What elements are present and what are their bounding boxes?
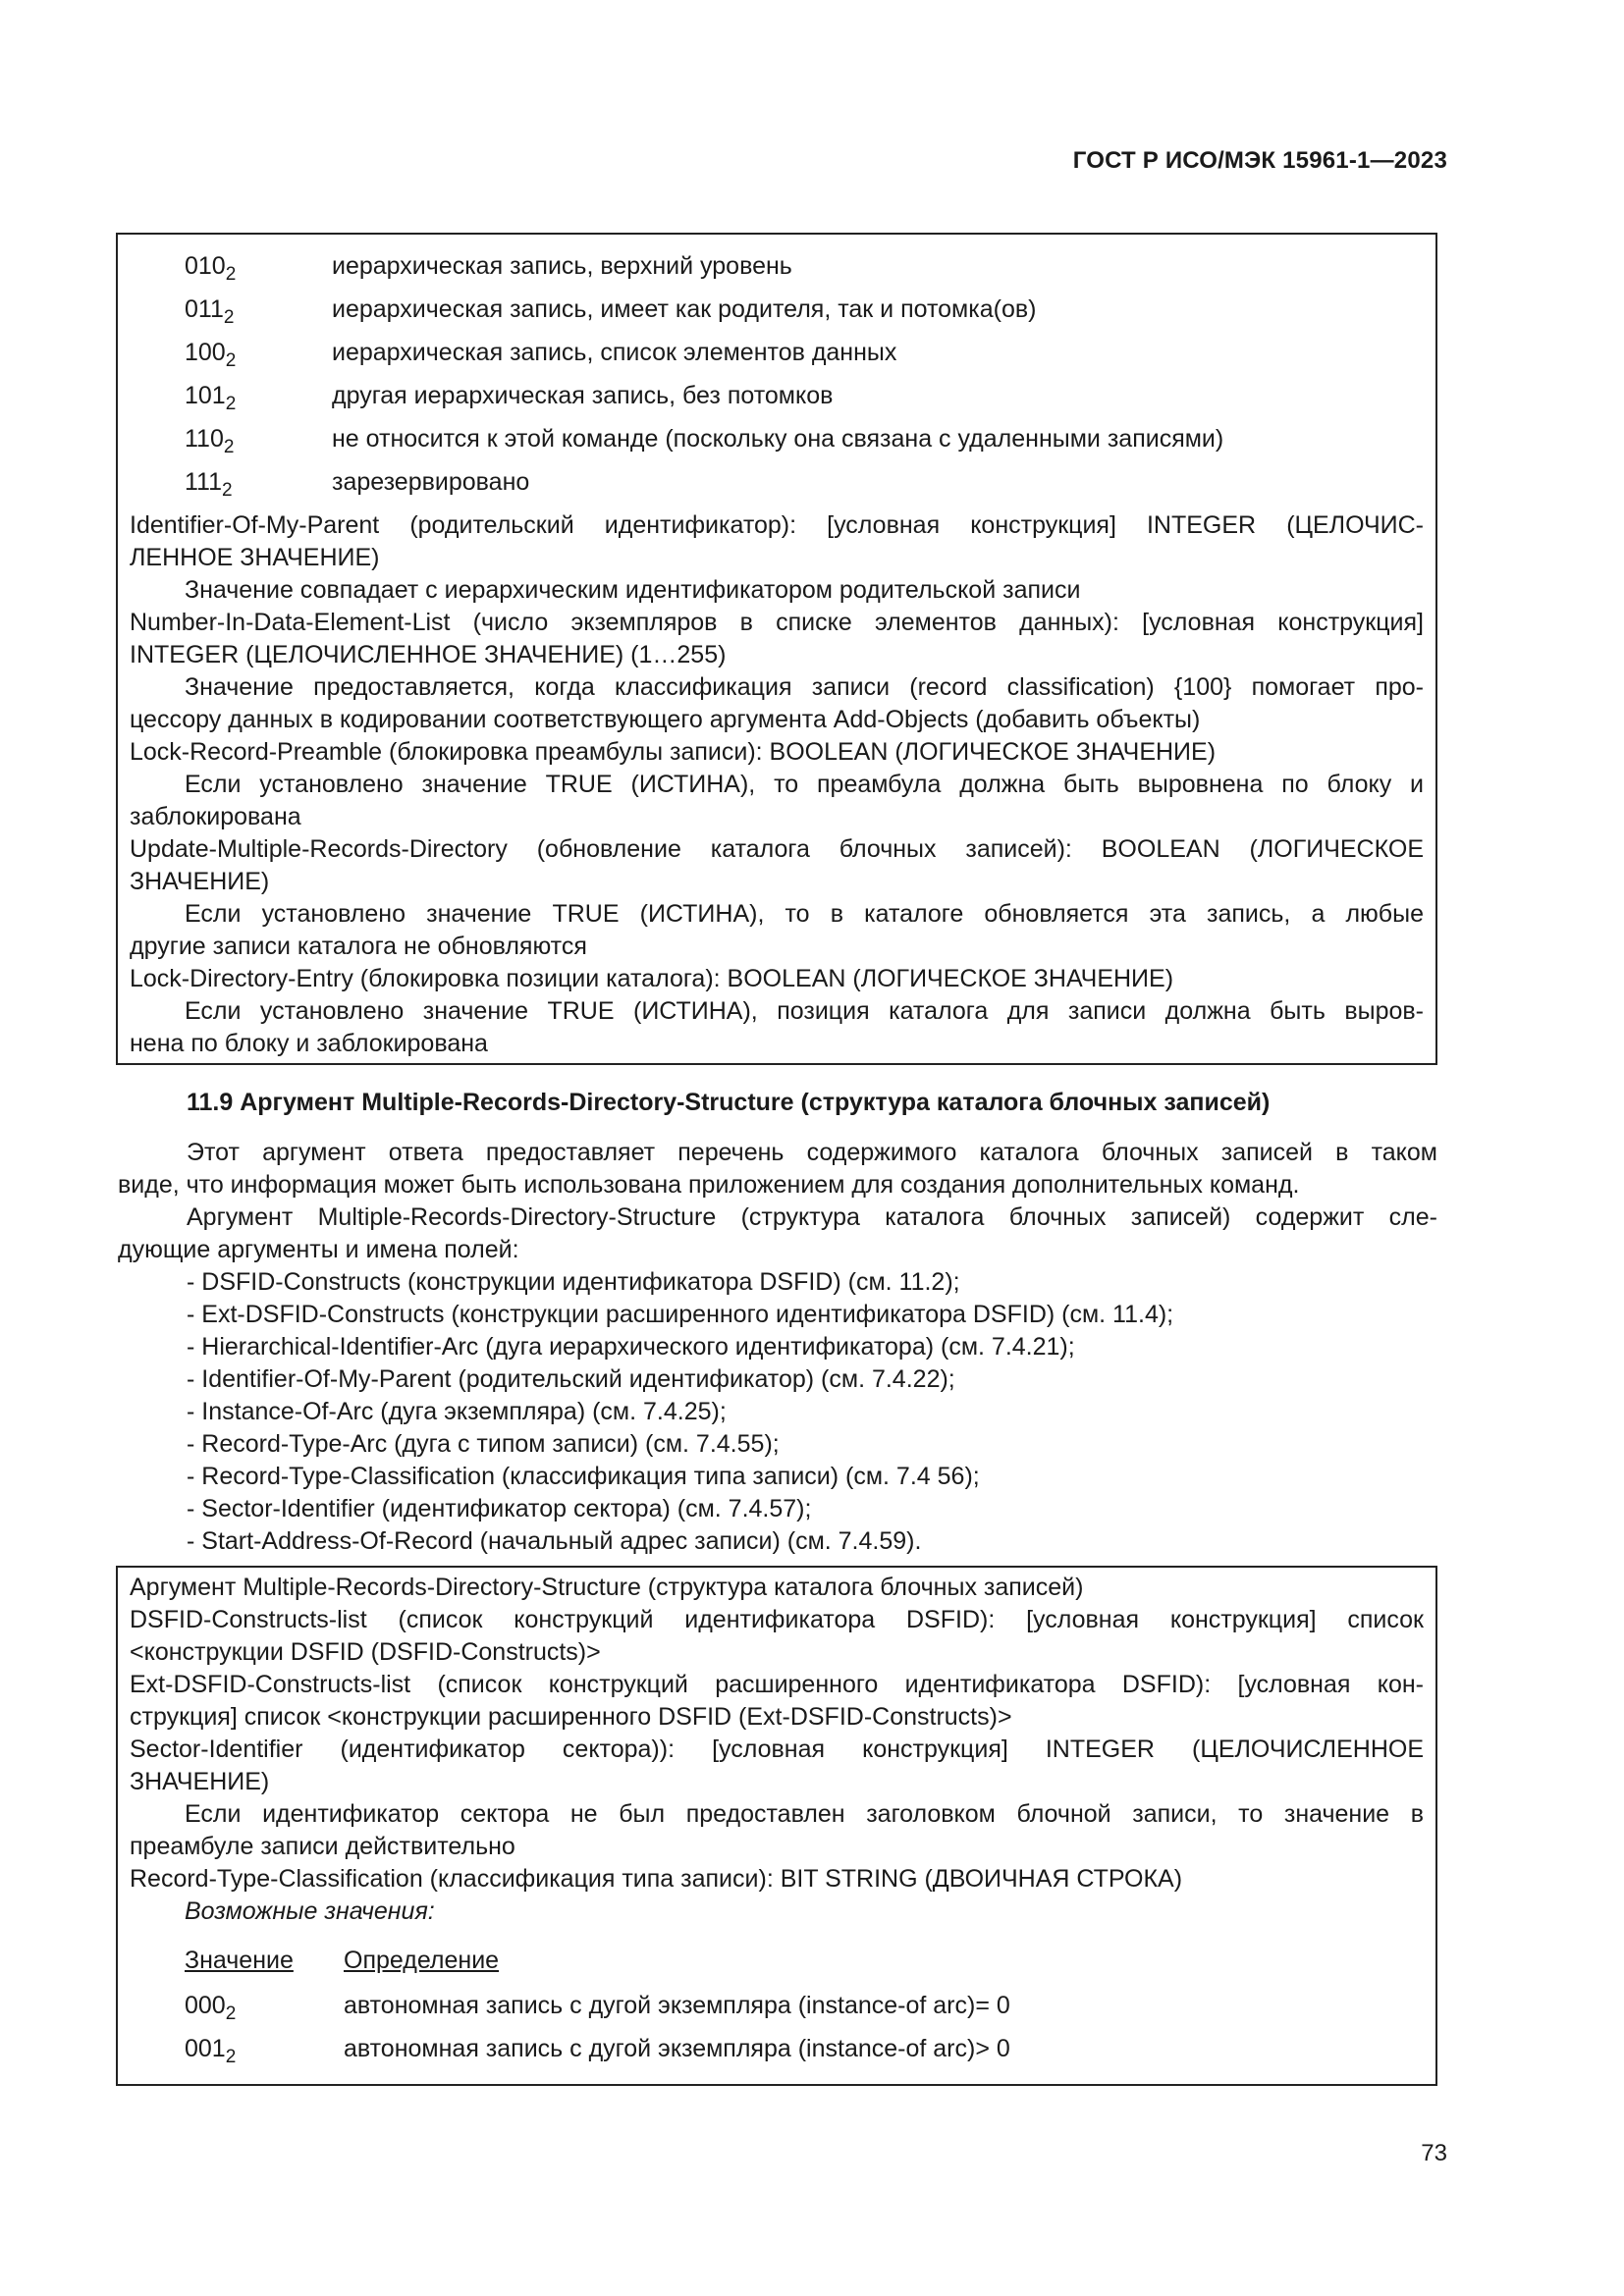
- box-text-line: нена по блоку и заблокирована: [130, 1030, 488, 1057]
- paragraph-line: дующие аргументы и имена полей:: [118, 1236, 519, 1263]
- box-text-line: Record-Type-Classification (классификация типа записи): BIT STRING (ДВОИЧНАЯ СТРОКА): [130, 1865, 1183, 1893]
- box-text-line: Ext-DSFID-Constructs-list (список конструкций расширенного идентификатора DSFID): [условная кон-: [130, 1671, 1424, 1698]
- box-text-line: ЗНАЧЕНИЕ): [130, 1768, 270, 1795]
- code-value: $111_2$: [185, 468, 233, 501]
- box-text-line: преамбуле записи действительно: [130, 1833, 515, 1860]
- column-header-definition: Определение: [344, 1947, 500, 1974]
- paragraph-line: Этот аргумент ответа предоставляет перечень содержимого каталога блочных записей в таком: [187, 1139, 1437, 1166]
- box-text-line: Возможные значения:: [185, 1897, 435, 1925]
- column-header-value: Значение: [185, 1947, 294, 1974]
- list-item: - Record-Type-Classification (классификация типа записи) (см. 7.4 56);: [187, 1463, 980, 1490]
- list-item: - Ext-DSFID-Constructs (конструкции расширенного идентификатора DSFID) (см. 11.4);: [187, 1301, 1174, 1328]
- box-text-line: Если идентификатор сектора не был предоставлен заголовком блочной записи, то значение в: [185, 1800, 1424, 1828]
- code-description: другая иерархическая запись, без потомков: [332, 382, 834, 409]
- code-value: $010_2$: [185, 252, 237, 285]
- box-text-line: струкция] список <конструкции расширенного DSFID (Ext-DSFID-Constructs)>: [130, 1703, 1012, 1731]
- code-value: $101_2$: [185, 382, 237, 414]
- box-text-line: другие записи каталога не обновляются: [130, 933, 587, 960]
- box-text-line: Значение предоставляется, когда классификация записи (record classification) {100} помогает про-: [185, 673, 1424, 701]
- code-value: $000_2$: [185, 1992, 237, 2024]
- code-value: $110_2$: [185, 425, 235, 457]
- list-item: - Hierarchical-Identifier-Arc (дуга иерархического идентификатора) (см. 7.4.21);: [187, 1333, 1075, 1361]
- box-text-line: Если установлено значение TRUE (ИСТИНА), то преамбула должна быть выровнена по блоку и: [185, 771, 1424, 798]
- code-description: иерархическая запись, верхний уровень: [332, 252, 792, 280]
- list-item: - Record-Type-Arc (дуга с типом записи) (см. 7.4.55);: [187, 1430, 780, 1458]
- box-text-line: цессору данных в кодировании соответствующего аргумента Add-Objects (добавить объекты): [130, 706, 1201, 733]
- box-text-line: ЗНАЧЕНИЕ): [130, 868, 270, 895]
- list-item: - DSFID-Constructs (конструкции идентификатора DSFID) (см. 11.2);: [187, 1268, 960, 1296]
- list-item: - Start-Address-Of-Record (начальный адрес записи) (см. 7.4.59).: [187, 1527, 922, 1555]
- code-description: иерархическая запись, список элементов данных: [332, 339, 897, 366]
- list-item: - Sector-Identifier (идентификатор сектора) (см. 7.4.57);: [187, 1495, 812, 1522]
- box-text-line: заблокирована: [130, 803, 301, 830]
- code-description: не относится к этой команде (поскольку она связана с удаленными записями): [332, 425, 1224, 453]
- box-text-line: Lock-Directory-Entry (блокировка позиции каталога): BOOLEAN (ЛОГИЧЕСКОЕ ЗНАЧЕНИЕ): [130, 965, 1174, 992]
- paragraph-line: виде, что информация может быть использована приложением для создания дополнительных команд.: [118, 1171, 1300, 1199]
- document-header: ГОСТ Р ИСО/МЭК 15961-1—2023: [1072, 147, 1447, 174]
- box-text-line: DSFID-Constructs-list (список конструкций идентификатора DSFID): [условная конструкция] список: [130, 1606, 1424, 1633]
- list-item: - Instance-Of-Arc (дуга экземпляра) (см. 7.4.25);: [187, 1398, 727, 1425]
- box-text-line: Update-Multiple-Records-Directory (обновление каталога блочных записей): BOOLEAN (ЛОГИЧЕСКОЕ: [130, 835, 1424, 863]
- code-description: автономная запись с дугой экземпляра (instance-of arc)> 0: [344, 2035, 1010, 2062]
- box-text-line: Sector-Identifier (идентификатор сектора)): [условная конструкция] INTEGER (ЦЕЛОЧИСЛЕННОЕ: [130, 1735, 1424, 1763]
- box-text-line: INTEGER (ЦЕЛОЧИСЛЕННОЕ ЗНАЧЕНИЕ) (1…255): [130, 641, 727, 668]
- box-text-line: Identifier-Of-My-Parent (родительский идентификатор): [условная конструкция] INTEGER (ЦЕЛОЧИС-: [130, 511, 1424, 539]
- box-text-line: ЛЕННОЕ ЗНАЧЕНИЕ): [130, 544, 380, 571]
- list-item: - Identifier-Of-My-Parent (родительский идентификатор) (см. 7.4.22);: [187, 1365, 955, 1393]
- code-value: $011_2$: [185, 295, 235, 328]
- box-text-line: Number-In-Data-Element-List (число экземпляров в списке элементов данных): [условная конструкция]: [130, 609, 1424, 636]
- code-value: $001_2$: [185, 2035, 237, 2067]
- code-description: иерархическая запись, имеет как родителя, так и потомка(ов): [332, 295, 1037, 323]
- page-number: 73: [1421, 2140, 1447, 2166]
- box-text-line: Аргумент Multiple-Records-Directory-Structure (структура каталога блочных записей): [130, 1574, 1084, 1601]
- section-title: 11.9 Аргумент Multiple-Records-Directory-Structure (структура каталога блочных записей): [187, 1089, 1271, 1116]
- code-description: зарезервировано: [332, 468, 530, 496]
- box-text-line: Если установлено значение TRUE (ИСТИНА), позиция каталога для записи должна быть выров-: [185, 997, 1424, 1025]
- box-text-line: Значение совпадает с иерархическим идентификатором родительской записи: [185, 576, 1081, 604]
- box-text-line: Если установлено значение TRUE (ИСТИНА), то в каталоге обновляется эта запись, а любые: [185, 900, 1424, 928]
- box-text-line: <конструкции DSFID (DSFID-Constructs)>: [130, 1638, 601, 1666]
- code-description: автономная запись с дугой экземпляра (instance-of arc)= 0: [344, 1992, 1010, 2019]
- paragraph-line: Аргумент Multiple-Records-Directory-Structure (структура каталога блочных записей) содержит сле-: [187, 1203, 1437, 1231]
- code-value: $100_2$: [185, 339, 237, 371]
- definition-box-2: [116, 1566, 1437, 2086]
- box-text-line: Lock-Record-Preamble (блокировка преамбулы записи): BOOLEAN (ЛОГИЧЕСКОЕ ЗНАЧЕНИЕ): [130, 738, 1217, 766]
- definition-box-1: [116, 233, 1437, 1065]
